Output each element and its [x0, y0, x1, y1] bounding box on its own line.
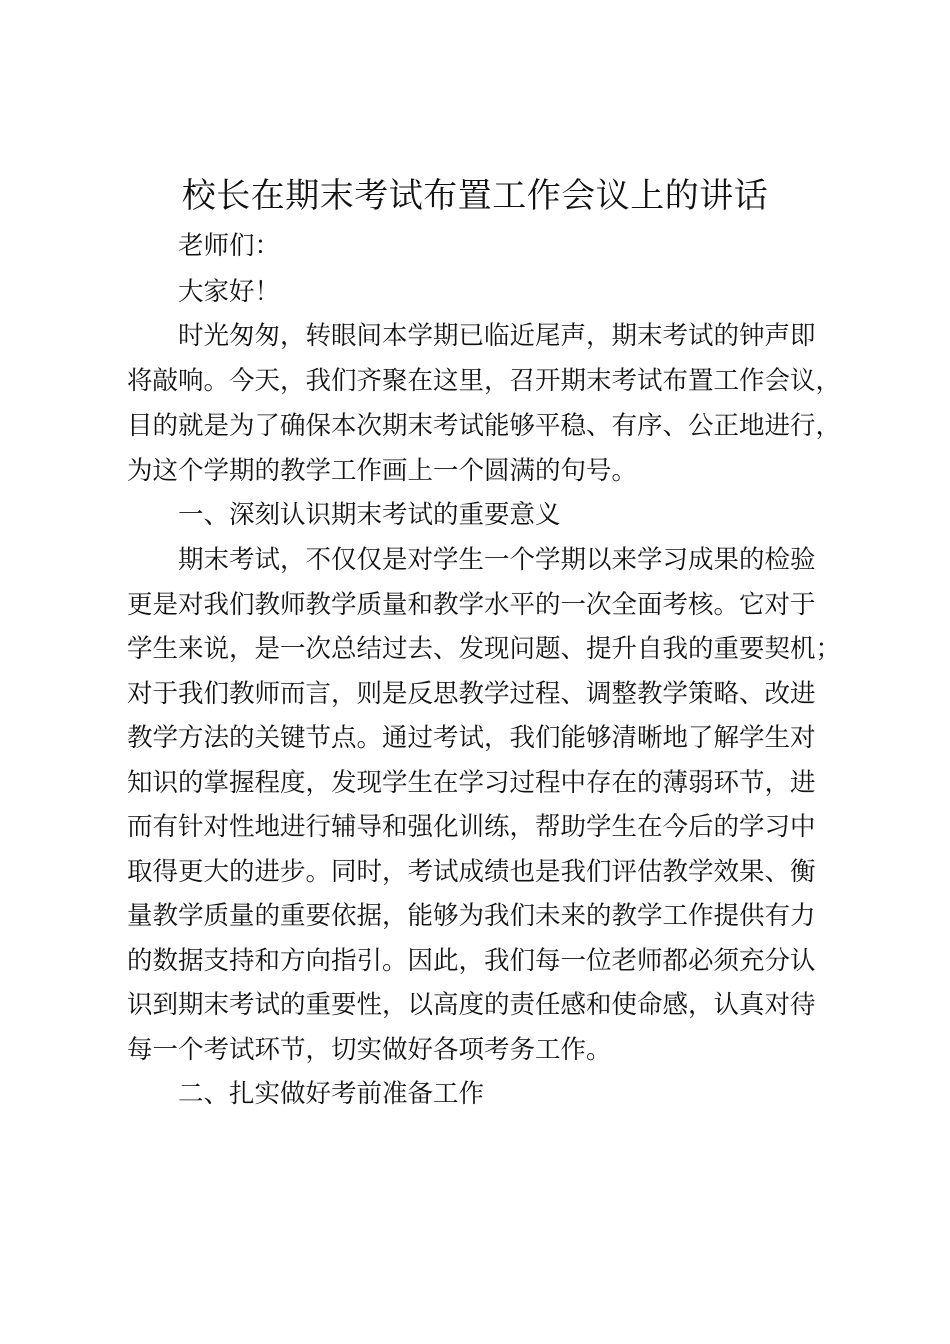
section-heading-2: 二、扎实做好考前准备工作	[178, 1079, 485, 1109]
paragraph-line: 为这个学期的教学工作画上一个圆满的句号。	[127, 456, 638, 486]
paragraph-line: 量教学质量的重要依据，能够为我们未来的教学工作提供有力	[127, 901, 816, 931]
salutation: 老师们：	[178, 231, 281, 261]
paragraph-line: 的数据支持和方向指引。因此，我们每一位老师都必须充分认	[127, 946, 816, 976]
paragraph-line: 时光匆匆，转眼间本学期已临近尾声，期末考试的钟声即	[178, 321, 816, 351]
paragraph-line: 更是对我们教师教学质量和教学水平的一次全面考核。它对于	[127, 590, 816, 620]
paragraph-line: 期末考试，不仅仅是对学生一个学期以来学习成果的检验	[178, 545, 816, 575]
greeting: 大家好！	[178, 277, 281, 307]
paragraph-line: 将敲响。今天，我们齐聚在这里，召开期末考试布置工作会议，	[127, 366, 842, 396]
paragraph-line: 教学方法的关键节点。通过考试，我们能够清晰地了解学生对	[127, 723, 816, 753]
paragraph-line: 学生来说，是一次总结过去、发现问题、提升自我的重要契机；	[127, 634, 842, 664]
paragraph-line: 而有针对性地进行辅导和强化训练，帮助学生在今后的学习中	[127, 812, 816, 842]
paragraph-line: 识到期末考试的重要性，以高度的责任感和使命感，认真对待	[127, 990, 816, 1020]
paragraph-line: 知识的掌握程度，发现学生在学习过程中存在的薄弱环节，进	[127, 768, 816, 798]
paragraph-line: 对于我们教师而言，则是反思教学过程、调整教学策略、改进	[127, 679, 816, 709]
paragraph-line: 每一个考试环节，切实做好各项考务工作。	[127, 1035, 612, 1065]
paragraph-line: 取得更大的进步。同时，考试成绩也是我们评估教学效果、衡	[127, 857, 816, 887]
paragraph-line: 目的就是为了确保本次期末考试能够平稳、有序、公正地进行，	[127, 411, 842, 441]
section-heading-1: 一、深刻认识期末考试的重要意义	[178, 500, 561, 530]
document-title: 校长在期末考试布置工作会议上的讲话	[181, 176, 769, 216]
